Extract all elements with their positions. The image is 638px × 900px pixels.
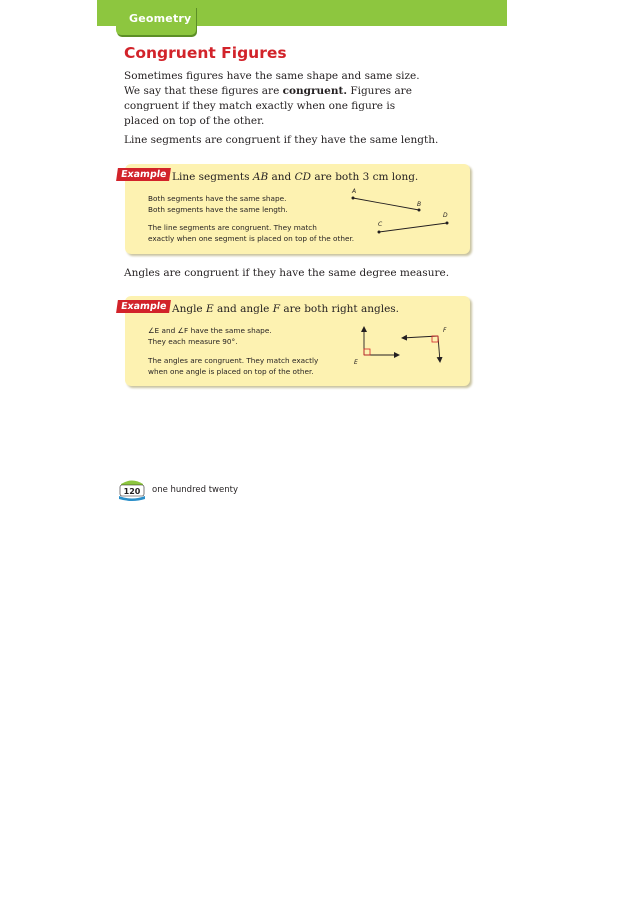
page-number: 120 [123, 487, 141, 496]
conclusion-line: exactly when one segment is placed on top of the other. [148, 234, 355, 243]
explanation-line: ∠E and ∠F have the same shape. [148, 326, 272, 335]
label-e: E [354, 359, 358, 366]
example-explanation [148, 193, 288, 215]
example-tag: Example [116, 300, 171, 313]
example-title-part: and [268, 171, 295, 183]
intro-bold-term: congruent. [282, 85, 347, 97]
example-title-var: F [272, 303, 281, 315]
example-title-part: Angle [172, 303, 206, 315]
conclusion-line: when one angle is placed on top of the other. [148, 367, 314, 376]
point-a [352, 197, 355, 200]
conclusion-line: The line segments are congruent. They match [148, 223, 317, 232]
explanation-line: They each measure 90°. [148, 337, 238, 346]
explanation-line: Both segments have the same shape. [148, 194, 287, 203]
example-title-part: Line segments [172, 171, 253, 183]
segments-figure [345, 186, 465, 240]
explanation-line: Both segments have the same length. [148, 205, 288, 214]
right-angle-mark [432, 336, 438, 342]
example-title [172, 171, 418, 183]
angles-paragraph: Angles are congruent if they have the same degree measure. [124, 267, 450, 279]
label-a: A [352, 188, 357, 195]
intro-paragraph [124, 69, 424, 129]
section-tab [116, 6, 196, 35]
point-b [418, 209, 421, 212]
example-title-var: AB [252, 171, 269, 183]
page-number-words: one hundred twenty [152, 485, 238, 495]
label-c: C [378, 221, 383, 228]
example-title-part: are both right angles. [280, 303, 400, 315]
segment-ab [353, 198, 422, 210]
example-box-angles [120, 296, 470, 386]
segment-cd [379, 223, 447, 232]
label-d: D [443, 212, 448, 219]
intro-line-4: placed on top of the other. [124, 115, 265, 127]
example-title-var: E [205, 303, 214, 315]
angle-f [402, 336, 440, 362]
example-title [172, 303, 399, 315]
section-tab-label: Geometry [129, 12, 192, 25]
segments-paragraph: Line segments are congruent if they have the same length. [124, 134, 439, 146]
example-explanation [148, 325, 272, 347]
intro-line-1: Sometimes figures have the same shape and same size. [124, 70, 420, 82]
label-b: B [417, 201, 422, 208]
point-c [378, 231, 381, 234]
example-conclusion [148, 222, 354, 244]
page-title: Congruent Figures [124, 44, 287, 62]
point-d [446, 222, 449, 225]
angle-e [364, 327, 399, 355]
example-title-var: CD [294, 171, 312, 183]
example-box-segments [120, 164, 470, 254]
label-f: F [443, 327, 447, 334]
example-title-part: and angle [213, 303, 273, 315]
conclusion-line: The angles are congruent. They match exactly [148, 356, 319, 365]
intro-line-3: congruent if they match exactly when one figure is [124, 100, 396, 112]
angles-figure [350, 322, 450, 370]
example-tag: Example [116, 168, 171, 181]
intro-line-2: We say that these figures are [124, 85, 283, 97]
page-number-badge [118, 476, 146, 502]
example-conclusion [148, 355, 318, 377]
right-angle-mark [364, 349, 370, 355]
example-title-part: are both 3 cm long. [311, 171, 419, 183]
intro-line-2-end: Figures are [346, 85, 412, 97]
